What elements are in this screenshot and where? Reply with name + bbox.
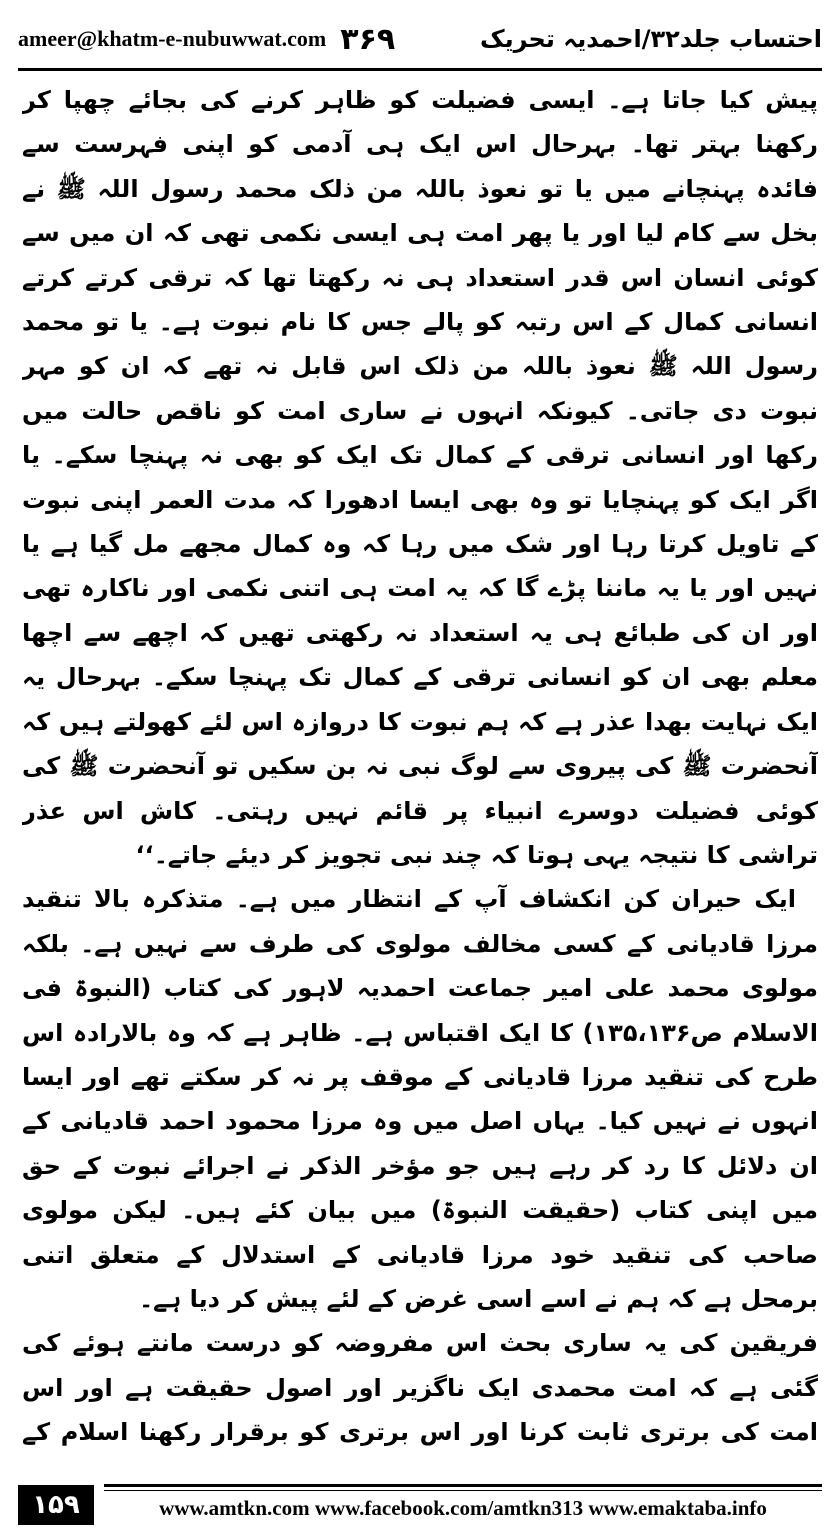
page-header — [18, 14, 822, 64]
header-email[interactable]: ameer@khatm-e-nubuwwat.com — [18, 26, 327, 51]
paragraph-3: فریقین کی یہ ساری بحث اس مفروضہ کو درست مانتے ہوئے کی گئی ہے کہ امت محمدی ایک ناگزیر اور اصول حقیقت ہے اور اس امت کی برتری ثابت کرنا اور اس برتری کو برقرار رکھنا اسلام کے — [22, 1329, 818, 1447]
footer-rule-thin — [104, 1490, 822, 1491]
header-page-number: ۳۶۹ — [340, 21, 396, 57]
header-rule — [18, 68, 822, 71]
page-footer — [18, 1482, 822, 1528]
footer-rule-thick — [104, 1484, 822, 1487]
paragraph-2: ایک حیران کن انکشاف آپ کے انتظار میں ہے۔ متذکرہ بالا تنقید مرزا قادیانی کے کسی مخالف مولوی کی طرف سے نہیں ہے۔ بلکہ مولوی محمد علی امیر جماعت احمدیہ لاہور کی کتاب (النبوۃ فی الاسلام ص۱۳۵،۱۳۶) کا ایک اقتباس ہے۔ ظاہر ہے کہ وہ بالارادہ اس طرح کی تنقید مرزا قادیانی کے موقف پر نہ کر سکتے تھے اور ایسا انہوں نے نہیں کیا۔ یہاں اصل میں وہ مرزا محمود احمد قادیانی کے ان دلائل کا رد کر رہے ہیں جو مؤخر الذکر نے اجرائے نبوت کے حق میں اپنی کتاب (حقیقت النبوۃ) میں بیان کئے ہیں۔ لیکن مولوی صاحب کی تنقید خود مرزا قادیانی کے استدلال کے متعلق اتنی برمحل ہے کہ ہم نے اسے اسی غرض کے لئے پیش کر دیا ہے۔ — [22, 885, 818, 1313]
header-left — [18, 22, 395, 57]
footer-page-number: ۱۵۹ — [18, 1485, 94, 1525]
paragraph-1: پیش کیا جاتا ہے۔ ایسی فضیلت کو ظاہر کرنے کی بجائے چھپا کر رکھنا بہتر تھا۔ بہرحال اس ایک ہی آدمی کو اپنی فہرست سے فائدہ پہنچانے میں یا تو نعوذ باللہ من ذلک محمد رسول اللہ ﷺ نے بخل سے کام لیا اور یا پھر امت ہی ایسی نکمی تھی کہ ان میں سے کوئی انسان اس قدر استعداد ہی نہ رکھتا تھا کہ ترقی کرتے کرتے انسانی کمال کے اس رتبہ کو پالے جس کا نام نبوت ہے۔ یا تو محمد رسول اللہ ﷺ نعوذ باللہ من ذلک اس قابل نہ تھے کہ ان کو مہر نبوت دی جاتی۔ کیونکہ انہوں نے ساری امت کو ناقص حالت میں رکھا اور انسانی ترقی کے کمال تک ایک کو بھی نہ پہنچا سکے۔ یا اگر ایک کو پہنچایا تو وہ بھی ایسا ادھورا کہ مدت العمر اپنی نبوت کے تاویل کرتا رہا اور شک میں رہا کہ وہ کمال مجھے مل گیا ہے یا نہیں اور یا یہ ماننا پڑے گا کہ یہ امت ہی اتنی نکمی اور ناکارہ تھی اور ان کی طبائع ہی یہ استعداد نہ رکھتی تھیں کہ اچھے سے اچھا معلم بھی ان کو انسانی ترقی کے کمال تک پہنچا سکے۔ بہرحال یہ ایک نہایت بھدا عذر ہے کہ ہم نبوت کا دروازہ اس لئے کھولتے ہیں کہ آنحضرت ﷺ کی پیروی سے لوگ نبی نہ بن سکیں تو آنحضرت ﷺ کی کوئی فضیلت دوسرے انبیاء پر قائم نہیں رہتی۔ کاش اس عذر تراشی کا نتیجہ یہی ہوتا کہ چند نبی تجویز کر دیئے جاتے۔‘‘ — [22, 86, 818, 869]
page-body — [22, 78, 818, 1456]
footer-website-links[interactable]: www.amtkn.com www.facebook.com/amtkn313 www.emaktaba.info — [159, 1496, 767, 1520]
footer-right — [104, 1482, 822, 1528]
header-book-title: احتساب جلد۳۲/احمدیہ تحریک — [480, 25, 822, 53]
